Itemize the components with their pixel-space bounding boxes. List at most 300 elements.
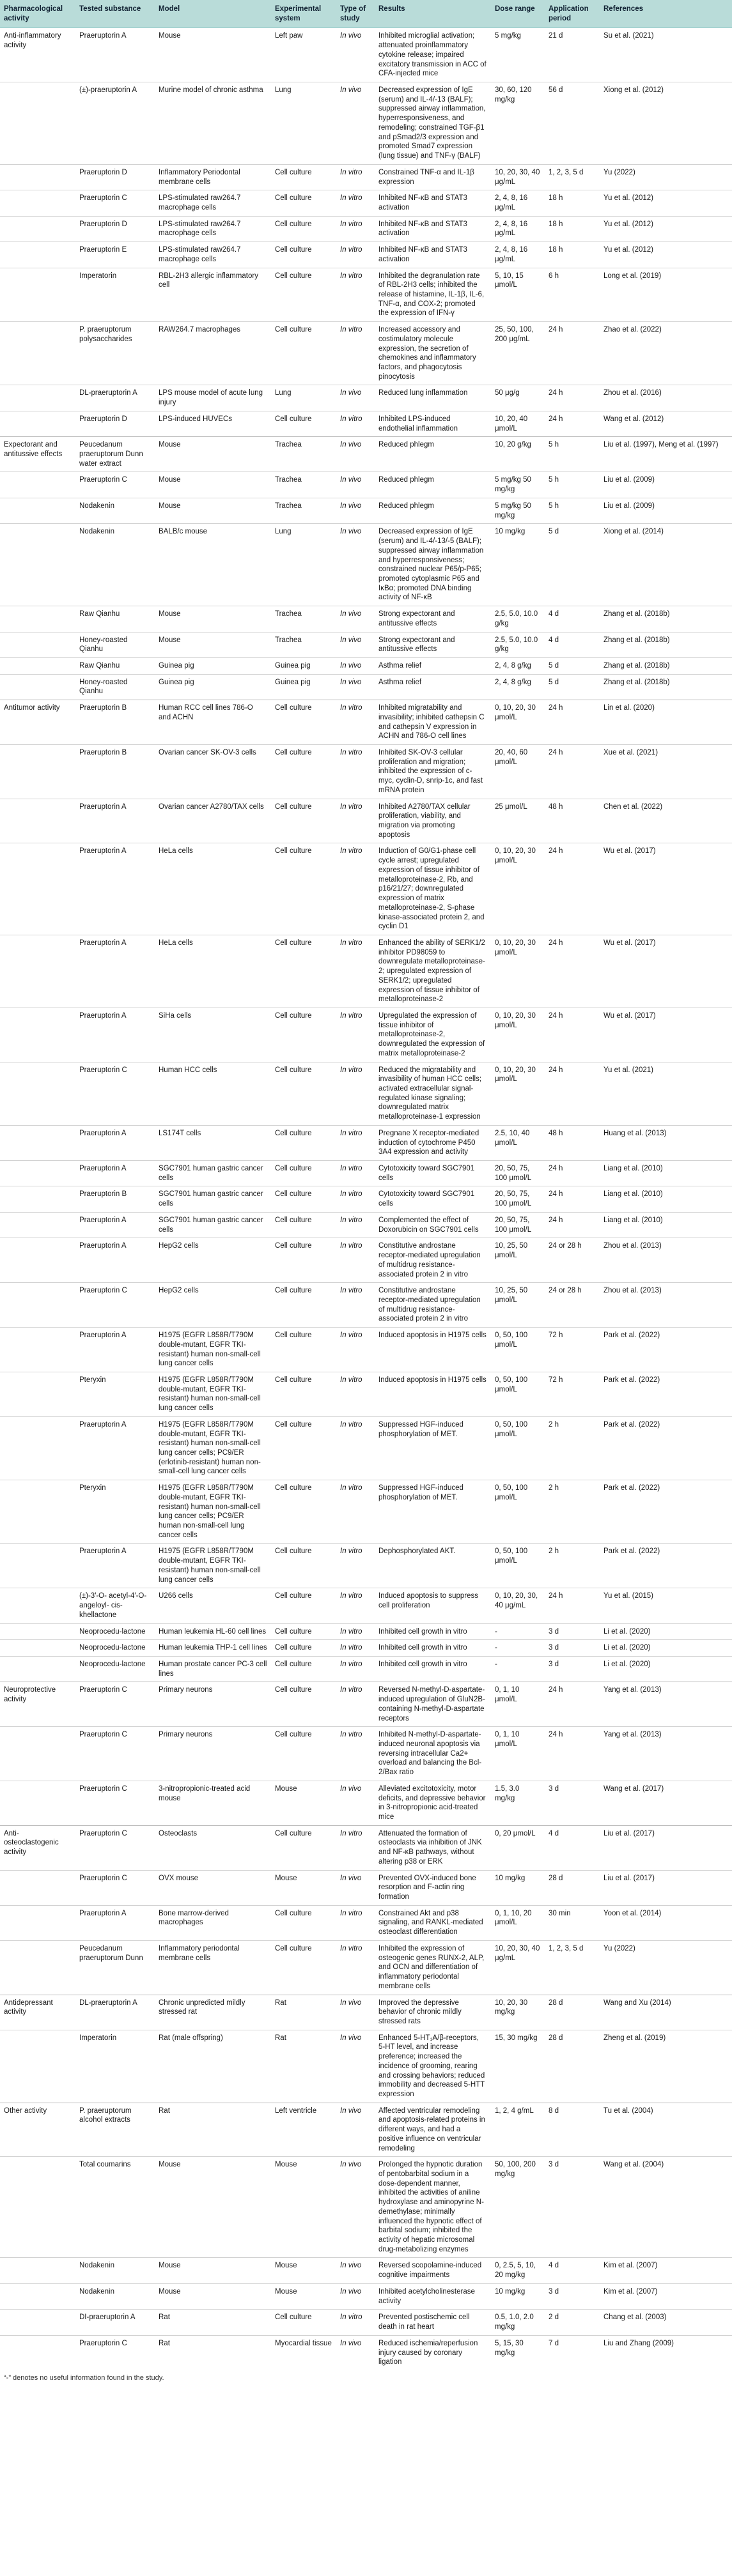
table-footnote: “-” denotes no useful information found in the study. [4, 2373, 164, 2382]
table-row [0, 606, 732, 632]
cell-col-period: 5 d [545, 657, 600, 674]
cell-col-substance: Praeruptorin E [75, 242, 155, 268]
cell-col-dose: 0, 1, 10 μmol/L [491, 1682, 545, 1727]
cell-col-period: 72 h [545, 1328, 600, 1372]
cell-col-study-type: In vitro [336, 216, 375, 241]
cell-col-activity: Neuroprotective activity [0, 1682, 75, 1727]
cell-col-system: Cell culture [271, 1186, 336, 1212]
cell-col-model: OVX mouse [155, 1870, 271, 1905]
cell-col-results: Inhibited NF-κB and STAT3 activation [375, 242, 491, 268]
cell-col-results: Reduced phlegm [375, 472, 491, 498]
cell-col-study-type: In vivo [336, 472, 375, 498]
cell-col-substance: Praeruptorin D [75, 164, 155, 190]
cell-col-study-type: In vitro [336, 2310, 375, 2335]
cell-col-model: Mouse [155, 472, 271, 498]
table-row [0, 1238, 732, 1283]
cell-col-results: Inhibited NF-κB and STAT3 activation [375, 190, 491, 216]
cell-col-period: 24 h [545, 745, 600, 799]
cell-col-results: Complemented the effect of Doxorubicin on SGC7901 cells [375, 1212, 491, 1238]
cell-col-activity: Antidepressant activity [0, 1995, 75, 2030]
cell-col-dose: 2, 4, 8 g/kg [491, 674, 545, 700]
cell-col-dose: 10, 20, 40 μmol/L [491, 411, 545, 436]
cell-col-references: Zhou et al. (2013) [600, 1238, 732, 1283]
cell-col-substance: Praeruptorin A [75, 1125, 155, 1160]
cell-col-period: 6 h [545, 268, 600, 322]
table-row [0, 700, 732, 745]
cell-col-model: LPS-induced HUVECs [155, 411, 271, 436]
header-col-period: Application period [545, 0, 600, 28]
cell-col-system: Cell culture [271, 1727, 336, 1781]
cell-col-dose: 2, 4, 8, 16 μg/mL [491, 190, 545, 216]
cell-col-substance: Praeruptorin B [75, 700, 155, 745]
cell-col-dose: 5 mg/kg 50 mg/kg [491, 472, 545, 498]
cell-col-activity: Anti-osteoclastogenic activity [0, 1825, 75, 1870]
cell-col-substance: Total coumarins [75, 2157, 155, 2258]
cell-col-model: Rat [155, 2310, 271, 2335]
cell-col-dose: 20, 50, 75, 100 μmol/L [491, 1161, 545, 1186]
cell-col-results: Reduced phlegm [375, 437, 491, 472]
cell-col-study-type: In vivo [336, 28, 375, 82]
cell-col-dose: 0, 50, 100 μmol/L [491, 1480, 545, 1544]
cell-col-activity [0, 1328, 75, 1372]
cell-col-activity [0, 411, 75, 436]
cell-col-results: Inhibited acetylcholinesterase activity [375, 2283, 491, 2309]
cell-col-references: Huang et al. (2013) [600, 1125, 732, 1160]
cell-col-references: Zhou et al. (2013) [600, 1283, 732, 1328]
cell-col-dose: 1, 2, 4 g/mL [491, 2103, 545, 2157]
cell-col-references: Yang et al. (2013) [600, 1682, 732, 1727]
cell-col-study-type: In vitro [336, 799, 375, 843]
cell-col-system: Lung [271, 82, 336, 165]
cell-col-model: Murine model of chronic asthma [155, 82, 271, 165]
cell-col-model: U266 cells [155, 1588, 271, 1623]
cell-col-period: 21 d [545, 28, 600, 82]
cell-col-substance: (±)-praeruptorin A [75, 82, 155, 165]
cell-col-activity [0, 1283, 75, 1328]
cell-col-results: Induced apoptosis to suppress cell proliferation [375, 1588, 491, 1623]
cell-col-study-type: In vivo [336, 2258, 375, 2283]
cell-col-study-type: In vivo [336, 524, 375, 606]
cell-col-references: Wang et al. (2012) [600, 411, 732, 436]
cell-col-dose: 10, 20, 30, 40 μg/mL [491, 164, 545, 190]
table-row [0, 1623, 732, 1640]
cell-col-references: Wang and Xu (2014) [600, 1995, 732, 2030]
cell-col-results: Strong expectorant and antitussive effects [375, 606, 491, 632]
cell-col-period: 2 h [545, 1416, 600, 1480]
cell-col-results: Inhibited N-methyl-D-aspartate-induced neuronal apoptosis via reversing intracellular Ca2+ overload and balancing the Bcl-2/Bax ratio [375, 1727, 491, 1781]
cell-col-model: LPS-stimulated raw264.7 macrophage cells [155, 216, 271, 241]
cell-col-activity [0, 524, 75, 606]
table-row [0, 1186, 732, 1212]
cell-col-model: Inflammatory periodontal membrane cells [155, 1940, 271, 1995]
cell-col-references: Yu et al. (2015) [600, 1588, 732, 1623]
header-col-model: Model [155, 0, 271, 28]
cell-col-references: Liang et al. (2010) [600, 1186, 732, 1212]
table-row [0, 2258, 732, 2283]
cell-col-substance: Praeruptorin C [75, 1870, 155, 1905]
cell-col-model: 3-nitropropionic-treated acid mouse [155, 1781, 271, 1825]
cell-col-period: 2 h [545, 1544, 600, 1588]
cell-col-study-type: In vitro [336, 1238, 375, 1283]
cell-col-substance: Praeruptorin A [75, 935, 155, 1008]
cell-col-results: Reversed scopolamine-induced cognitive impairments [375, 2258, 491, 2283]
cell-col-study-type: In vitro [336, 1062, 375, 1125]
cell-col-model: Ovarian cancer SK-OV-3 cells [155, 745, 271, 799]
cell-col-system: Trachea [271, 632, 336, 657]
cell-col-period: 24 h [545, 1186, 600, 1212]
cell-col-results: Improved the depressive behavior of chronic mildly stressed rats [375, 1995, 491, 2030]
cell-col-activity [0, 2310, 75, 2335]
cell-col-period: 24 h [545, 1062, 600, 1125]
cell-col-activity [0, 606, 75, 632]
cell-col-study-type: In vitro [336, 1825, 375, 1870]
cell-col-period: 30 min [545, 1905, 600, 1940]
cell-col-dose: 10 mg/kg [491, 2283, 545, 2309]
table-row [0, 1062, 732, 1125]
cell-col-study-type: In vitro [336, 411, 375, 436]
cell-col-model: Inflammatory Periodontal membrane cells [155, 164, 271, 190]
cell-col-results: Asthma relief [375, 657, 491, 674]
cell-col-activity [0, 322, 75, 385]
cell-col-system: Mouse [271, 2157, 336, 2258]
cell-col-substance: Imperatorin [75, 268, 155, 322]
cell-col-system: Cell culture [271, 411, 336, 436]
table-row [0, 1161, 732, 1186]
cell-col-substance: (±)-3′-O- acetyl-4′-O-angeloyl- cis- khellactone [75, 1588, 155, 1623]
cell-col-period: 24 h [545, 1008, 600, 1062]
table-row [0, 1008, 732, 1062]
cell-col-substance: Nodakenin [75, 2258, 155, 2283]
cell-col-results: Prevented postischemic cell death in rat heart [375, 2310, 491, 2335]
cell-col-system: Cell culture [271, 1682, 336, 1727]
cell-col-results: Inhibited the degranulation rate of RBL-2H3 cells; inhibited the release of histamine, IL-1β, IL-6, TNF-α, and COX-2; promoted the expression of IFN-γ [375, 268, 491, 322]
table-row [0, 242, 732, 268]
cell-col-activity [0, 1186, 75, 1212]
table-row [0, 2030, 732, 2103]
cell-col-activity [0, 1062, 75, 1125]
cell-col-substance: Nodakenin [75, 2283, 155, 2309]
cell-col-activity [0, 843, 75, 935]
table-row [0, 2335, 732, 2370]
cell-col-dose: 25 μmol/L [491, 799, 545, 843]
cell-col-model: Primary neurons [155, 1727, 271, 1781]
cell-col-system: Cell culture [271, 164, 336, 190]
cell-col-substance: Praeruptorin A [75, 1544, 155, 1588]
table-row [0, 674, 732, 700]
cell-col-system: Cell culture [271, 700, 336, 745]
table-row [0, 1727, 732, 1781]
table-body [0, 28, 732, 2370]
cell-col-model: Rat [155, 2103, 271, 2157]
cell-col-substance: Neoprocedu-lactone [75, 1623, 155, 1640]
cell-col-system: Lung [271, 385, 336, 411]
cell-col-dose: 0, 10, 20, 30 μmol/L [491, 843, 545, 935]
cell-col-substance: P. praeruptorum alcohol extracts [75, 2103, 155, 2157]
cell-col-system: Trachea [271, 498, 336, 523]
cell-col-references: Park et al. (2022) [600, 1480, 732, 1544]
cell-col-model: SGC7901 human gastric cancer cells [155, 1212, 271, 1238]
cell-col-references: Zheng et al. (2019) [600, 2030, 732, 2103]
cell-col-study-type: In vivo [336, 1870, 375, 1905]
cell-col-references: Wu et al. (2017) [600, 843, 732, 935]
cell-col-dose: 20, 40, 60 μmol/L [491, 745, 545, 799]
cell-col-system: Mouse [271, 1870, 336, 1905]
cell-col-model: H1975 (EGFR L858R/T790M double-mutant, EGFR TKI-resistant) human non-small-cell lung cancer cells [155, 1544, 271, 1588]
cell-col-model: H1975 (EGFR L858R/T790M double-mutant, EGFR TKI-resistant) human non-small-cell lung cancer cells; PC9/ER human non-small-cell lung cancer cells [155, 1480, 271, 1544]
cell-col-system: Cell culture [271, 1825, 336, 1870]
cell-col-period: 3 d [545, 2157, 600, 2258]
cell-col-activity [0, 2030, 75, 2103]
cell-col-substance: Honey-roasted Qianhu [75, 632, 155, 657]
cell-col-results: Inhibited A2780/TAX cellular proliferation, viability, and migration via promoting apoptosis [375, 799, 491, 843]
cell-col-results: Inhibited the expression of osteogenic genes RUNX-2, ALP, and OCN and differentiation of inflammatory periodontal membrane cells [375, 1940, 491, 1995]
cell-col-results: Decreased expression of IgE (serum) and IL-4/-13/-5 (BALF); suppressed airway inflammation and hyperresponsiveness; constrained nuclear P65/p-P65; promoted cytoplasmic P65 and IκBα; promoted DNA binding activity of NF-κB [375, 524, 491, 606]
cell-col-study-type: In vivo [336, 1995, 375, 2030]
cell-col-model: SGC7901 human gastric cancer cells [155, 1161, 271, 1186]
cell-col-activity [0, 1008, 75, 1062]
cell-col-dose: 5, 15, 30 mg/kg [491, 2335, 545, 2370]
cell-col-period: 24 h [545, 322, 600, 385]
cell-col-substance: Praeruptorin C [75, 1682, 155, 1727]
cell-col-substance: DL-praeruptorin A [75, 1995, 155, 2030]
cell-col-references: Zhou et al. (2016) [600, 385, 732, 411]
cell-col-references: Liu et al. (2009) [600, 498, 732, 523]
cell-col-activity [0, 268, 75, 322]
cell-col-results: Reduced lung inflammation [375, 385, 491, 411]
cell-col-dose: 10, 25, 50 μmol/L [491, 1283, 545, 1328]
cell-col-system: Cell culture [271, 1905, 336, 1940]
cell-col-substance: Praeruptorin A [75, 843, 155, 935]
cell-col-activity [0, 2283, 75, 2309]
cell-col-system: Cell culture [271, 216, 336, 241]
cell-col-references: Li et al. (2020) [600, 1656, 732, 1682]
cell-col-references: Park et al. (2022) [600, 1416, 732, 1480]
cell-col-system: Cell culture [271, 745, 336, 799]
cell-col-study-type: In vivo [336, 674, 375, 700]
cell-col-model: H1975 (EGFR L858R/T790M double-mutant, EGFR TKI-resistant) human non-small-cell lung cancer cells; PC9/ER (erlotinib-resistant) human non-small-cell lung cancer cells [155, 1416, 271, 1480]
cell-col-model: H1975 (EGFR L858R/T790M double-mutant, EGFR TKI-resistant) human non-small-cell lung cancer cells [155, 1372, 271, 1416]
cell-col-references: Park et al. (2022) [600, 1328, 732, 1372]
cell-col-period: 24 h [545, 1588, 600, 1623]
cell-col-system: Guinea pig [271, 657, 336, 674]
table-row [0, 2283, 732, 2309]
cell-col-substance: Pteryxin [75, 1372, 155, 1416]
cell-col-study-type: In vivo [336, 2157, 375, 2258]
cell-col-activity: Expectorant and antitussive effects [0, 437, 75, 472]
cell-col-period: 1, 2, 3, 5 d [545, 164, 600, 190]
cell-col-system: Rat [271, 1995, 336, 2030]
cell-col-period: 3 d [545, 1781, 600, 1825]
cell-col-references: Liu et al. (1997), Meng et al. (1997) [600, 437, 732, 472]
table-row [0, 1125, 732, 1160]
cell-col-dose: 0, 50, 100 μmol/L [491, 1372, 545, 1416]
cell-col-system: Cell culture [271, 1062, 336, 1125]
cell-col-references: Liang et al. (2010) [600, 1161, 732, 1186]
cell-col-activity: Antitumor activity [0, 700, 75, 745]
cell-col-references: Yu (2022) [600, 1940, 732, 1995]
cell-col-activity [0, 1125, 75, 1160]
table-row [0, 632, 732, 657]
cell-col-period: 56 d [545, 82, 600, 165]
cell-col-substance: Praeruptorin A [75, 1905, 155, 1940]
table-row [0, 1682, 732, 1727]
cell-col-results: Increased accessory and costimulatory molecule expression, the secretion of chemokines and inflammatory factors, and phagocytosis pinocytosis [375, 322, 491, 385]
cell-col-activity [0, 1372, 75, 1416]
cell-col-model: RAW264.7 macrophages [155, 322, 271, 385]
cell-col-period: 3 d [545, 1656, 600, 1682]
cell-col-activity [0, 1161, 75, 1186]
cell-col-dose: 50, 100, 200 mg/kg [491, 2157, 545, 2258]
cell-col-results: Reduced the migratability and invasibility of human HCC cells; activated extracellular signal-regulated kinase signaling; downregulated matrix metalloproteinase-1 expression [375, 1062, 491, 1125]
cell-col-activity [0, 2258, 75, 2283]
table-row [0, 2310, 732, 2335]
table-row [0, 28, 732, 82]
cell-col-references: Park et al. (2022) [600, 1372, 732, 1416]
cell-col-substance: Honey-roasted Qianhu [75, 674, 155, 700]
cell-col-substance: Praeruptorin A [75, 1008, 155, 1062]
cell-col-model: Rat [155, 2335, 271, 2370]
table-row [0, 1656, 732, 1682]
cell-col-model: RBL-2H3 allergic inflammatory cell [155, 268, 271, 322]
table-row [0, 2103, 732, 2157]
cell-col-system: Mouse [271, 2258, 336, 2283]
table-row [0, 935, 732, 1008]
cell-col-study-type: In vitro [336, 1372, 375, 1416]
cell-col-period: 5 h [545, 498, 600, 523]
cell-col-model: H1975 (EGFR L858R/T790M double-mutant, EGFR TKI-resistant) human non-small-cell lung cancer cells [155, 1328, 271, 1372]
cell-col-system: Cell culture [271, 268, 336, 322]
cell-col-system: Cell culture [271, 1940, 336, 1995]
cell-col-study-type: In vivo [336, 498, 375, 523]
cell-col-study-type: In vitro [336, 1125, 375, 1160]
cell-col-dose: 0, 2.5, 5, 10, 20 mg/kg [491, 2258, 545, 2283]
cell-col-references: Kim et al. (2007) [600, 2258, 732, 2283]
cell-col-dose: 0, 20 μmol/L [491, 1825, 545, 1870]
cell-col-activity [0, 1588, 75, 1623]
table-row [0, 437, 732, 472]
cell-col-dose: 0, 10, 20, 30 μmol/L [491, 1062, 545, 1125]
cell-col-results: Suppressed HGF-induced phosphorylation of MET. [375, 1480, 491, 1544]
header-row [0, 0, 732, 28]
cell-col-period: 3 d [545, 1623, 600, 1640]
table-row [0, 1328, 732, 1372]
cell-col-study-type: In vitro [336, 190, 375, 216]
cell-col-results: Inhibited NF-κB and STAT3 activation [375, 216, 491, 241]
cell-col-period: 24 or 28 h [545, 1283, 600, 1328]
table-row [0, 799, 732, 843]
cell-col-substance: Peucedanum praeruptorum Dunn [75, 1940, 155, 1995]
cell-col-results: Inhibited cell growth in vitro [375, 1623, 491, 1640]
cell-col-system: Trachea [271, 606, 336, 632]
cell-col-dose: 0, 50, 100 μmol/L [491, 1416, 545, 1480]
cell-col-results: Dephosphorylated AKT. [375, 1544, 491, 1588]
cell-col-period: 24 h [545, 1212, 600, 1238]
cell-col-activity [0, 164, 75, 190]
cell-col-dose: 50 μg/g [491, 385, 545, 411]
cell-col-references: Liu et al. (2009) [600, 472, 732, 498]
cell-col-period: 72 h [545, 1372, 600, 1416]
cell-col-system: Lung [271, 524, 336, 606]
cell-col-results: Enhanced 5-HT₁A/β-receptors, 5-HT level, and increase preference; increased the incidence of grooming, rearing and crossing behaviors; reduced immobility and decreased 5-HTT expression [375, 2030, 491, 2103]
cell-col-system: Cell culture [271, 1161, 336, 1186]
cell-col-activity [0, 1623, 75, 1640]
cell-col-model: Human leukemia THP-1 cell lines [155, 1640, 271, 1657]
cell-col-results: Prevented OVX-induced bone resorption and F-actin ring formation [375, 1870, 491, 1905]
cell-col-dose: 10 mg/kg [491, 524, 545, 606]
cell-col-substance: Praeruptorin C [75, 2335, 155, 2370]
table-row [0, 472, 732, 498]
cell-col-references: Zhang et al. (2018b) [600, 632, 732, 657]
cell-col-model: LPS-stimulated raw264.7 macrophage cells [155, 190, 271, 216]
cell-col-period: 24 h [545, 700, 600, 745]
cell-col-activity [0, 2157, 75, 2258]
cell-col-results: Inhibited microglial activation; attenuated proinflammatory cytokine release; impaired excitatory transmission in ACC of CFA-injected mice [375, 28, 491, 82]
cell-col-dose: 10 mg/kg [491, 1870, 545, 1905]
cell-col-period: 2 h [545, 1480, 600, 1544]
cell-col-substance: Praeruptorin C [75, 1062, 155, 1125]
cell-col-study-type: In vivo [336, 385, 375, 411]
cell-col-results: Induced apoptosis in H1975 cells [375, 1328, 491, 1372]
cell-col-dose: 2, 4, 8, 16 μg/mL [491, 242, 545, 268]
cell-col-dose: 10, 20, 30 mg/kg [491, 1995, 545, 2030]
cell-col-dose: - [491, 1640, 545, 1657]
cell-col-references: Zhang et al. (2018b) [600, 657, 732, 674]
header-col-results: Results [375, 0, 491, 28]
table-row [0, 843, 732, 935]
cell-col-dose: 5 mg/kg [491, 28, 545, 82]
cell-col-period: 24 h [545, 843, 600, 935]
table-row [0, 190, 732, 216]
cell-col-references: Xiong et al. (2012) [600, 82, 732, 165]
cell-col-substance: Praeruptorin B [75, 745, 155, 799]
cell-col-activity [0, 1480, 75, 1544]
table-row [0, 1870, 732, 1905]
cell-col-model: Human HCC cells [155, 1062, 271, 1125]
cell-col-period: 5 d [545, 674, 600, 700]
cell-col-results: Cytotoxicity toward SGC7901 cells [375, 1186, 491, 1212]
cell-col-period: 48 h [545, 1125, 600, 1160]
cell-col-model: Human prostate cancer PC-3 cell lines [155, 1656, 271, 1682]
cell-col-period: 5 h [545, 437, 600, 472]
cell-col-activity [0, 1212, 75, 1238]
cell-col-study-type: In vitro [336, 1623, 375, 1640]
cell-col-model: BALB/c mouse [155, 524, 271, 606]
cell-col-period: 3 d [545, 2283, 600, 2309]
cell-col-study-type: In vitro [336, 1656, 375, 1682]
cell-col-dose: 15, 30 mg/kg [491, 2030, 545, 2103]
cell-col-activity [0, 1940, 75, 1995]
cell-col-references: Tu et al. (2004) [600, 2103, 732, 2157]
cell-col-model: HepG2 cells [155, 1238, 271, 1283]
cell-col-system: Cell culture [271, 1640, 336, 1657]
cell-col-period: 24 h [545, 1682, 600, 1727]
table-row [0, 745, 732, 799]
cell-col-substance: Praeruptorin C [75, 1283, 155, 1328]
cell-col-study-type: In vivo [336, 2283, 375, 2309]
cell-col-system: Cell culture [271, 1238, 336, 1283]
cell-col-period: 18 h [545, 216, 600, 241]
cell-col-system: Cell culture [271, 1212, 336, 1238]
cell-col-references: Zhang et al. (2018b) [600, 606, 732, 632]
cell-col-substance: Praeruptorin A [75, 1328, 155, 1372]
cell-col-references: Wang et al. (2004) [600, 2157, 732, 2258]
cell-col-period: 18 h [545, 190, 600, 216]
cell-col-activity [0, 935, 75, 1008]
cell-col-period: 24 h [545, 935, 600, 1008]
cell-col-study-type: In vitro [336, 1544, 375, 1588]
cell-col-period: 24 or 28 h [545, 1238, 600, 1283]
cell-col-model: Mouse [155, 437, 271, 472]
